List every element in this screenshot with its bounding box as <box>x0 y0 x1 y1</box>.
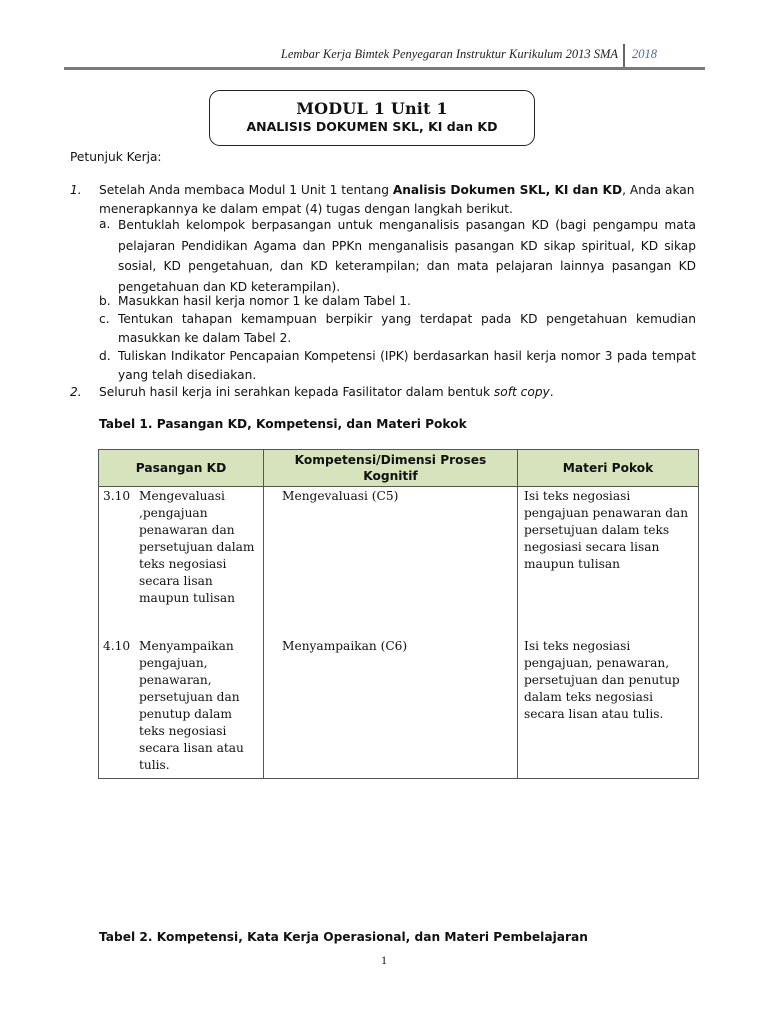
kd-text: Mengevaluasi ,pengajuan penawaran dan persetujuan dalam teks negosiasi secara lisan maupun tulisan <box>139 489 255 605</box>
materi-cell: Isi teks negosiasi pengajuan, penawaran, persetujuan dan penutup dalam teks negosiasi secara lisan atau tulis. <box>518 638 699 779</box>
document-header-year: 2018 <box>632 47 657 61</box>
module-title: MODUL 1 Unit 1 <box>296 99 448 118</box>
header-rule <box>64 67 705 70</box>
header-kompetensi: Kompetensi/Dimensi Proses Kognitif <box>264 450 518 487</box>
table-kd-kompetensi-materi <box>98 449 699 779</box>
kd-text: Menyampaikan pengajuan, penawaran, persetujuan dan penutup dalam teks negosiasi secara lisan atau tulis. <box>139 639 244 772</box>
instructions-heading: Petunjuk Kerja: <box>70 150 162 164</box>
kd-cell <box>99 638 264 779</box>
page-number: 1 <box>381 953 387 967</box>
step-letter: d. <box>99 349 111 363</box>
table-row <box>99 638 699 779</box>
kd-cell <box>99 487 264 639</box>
item-number: 1. <box>70 183 82 197</box>
table2-caption: Tabel 2. Kompetensi, Kata Kerja Operasional, dan Materi Pembelajaran <box>99 930 588 944</box>
kd-number: 4.10 <box>103 639 131 653</box>
module-subtitle: ANALISIS DOKUMEN SKL, KI dan KD <box>246 119 498 134</box>
document-header-title: Lembar Kerja Bimtek Penyegaran Instruktur Kurikulum 2013 SMA <box>280 47 618 61</box>
instruction-item-1: Setelah Anda membaca Modul 1 Unit 1 tentang Analisis Dokumen SKL, KI dan KD, Anda akan menerapkannya ke dalam empat (4) tugas dengan langkah berikut. <box>99 183 695 216</box>
header-pasangan-kd: Pasangan KD <box>99 450 264 487</box>
item-number: 2. <box>70 385 82 399</box>
module-title-box <box>209 90 535 146</box>
table-row <box>99 487 699 639</box>
materi-cell: Isi teks negosiasi pengajuan penawaran dan persetujuan dalam teks negosiasi secara lisan maupun tulisan <box>518 487 699 639</box>
kd-number: 3.10 <box>103 489 131 503</box>
table-header-row <box>99 450 699 487</box>
step-a-text: Bentuklah kelompok berpasangan untuk menganalisis pasangan KD (bagi pengampu mata pelajaran Pendidikan Agama dan PPKn menganalisis pasangan KD sikap spiritual, KD sikap sosial, KD pengetahuan, dan KD keterampilan; dan mata pelajaran lainnya pasangan KD pengetahuan dan KD keterampilan). <box>118 218 696 294</box>
step-c-text: Tentukan tahapan kemampuan berpikir yang terdapat pada KD pengetahuan kemudian masukkan ke dalam Tabel 2. <box>118 312 696 345</box>
step-b-text: Masukkan hasil kerja nomor 1 ke dalam Tabel 1. <box>118 294 411 308</box>
kompetensi-cell: Mengevaluasi (C5) <box>264 487 518 639</box>
module-topic: Analisis Dokumen SKL, KI dan KD <box>392 183 623 197</box>
step-letter: b. <box>99 294 111 308</box>
kompetensi-cell: Menyampaikan (C6) <box>264 638 518 779</box>
instruction-item-2: Seluruh hasil kerja ini serahkan kepada Fasilitator dalam bentuk soft copy. <box>99 385 554 399</box>
header-materi-pokok: Materi Pokok <box>518 450 699 487</box>
step-letter: c. <box>99 312 110 326</box>
header-divider <box>623 44 625 68</box>
table1-caption: Tabel 1. Pasangan KD, Kompetensi, dan Materi Pokok <box>99 417 467 431</box>
step-letter: a. <box>99 217 111 231</box>
step-d-text: Tuliskan Indikator Pencapaian Kompetensi (IPK) berdasarkan hasil kerja nomor 3 pada tempat yang telah disediakan. <box>118 349 696 382</box>
